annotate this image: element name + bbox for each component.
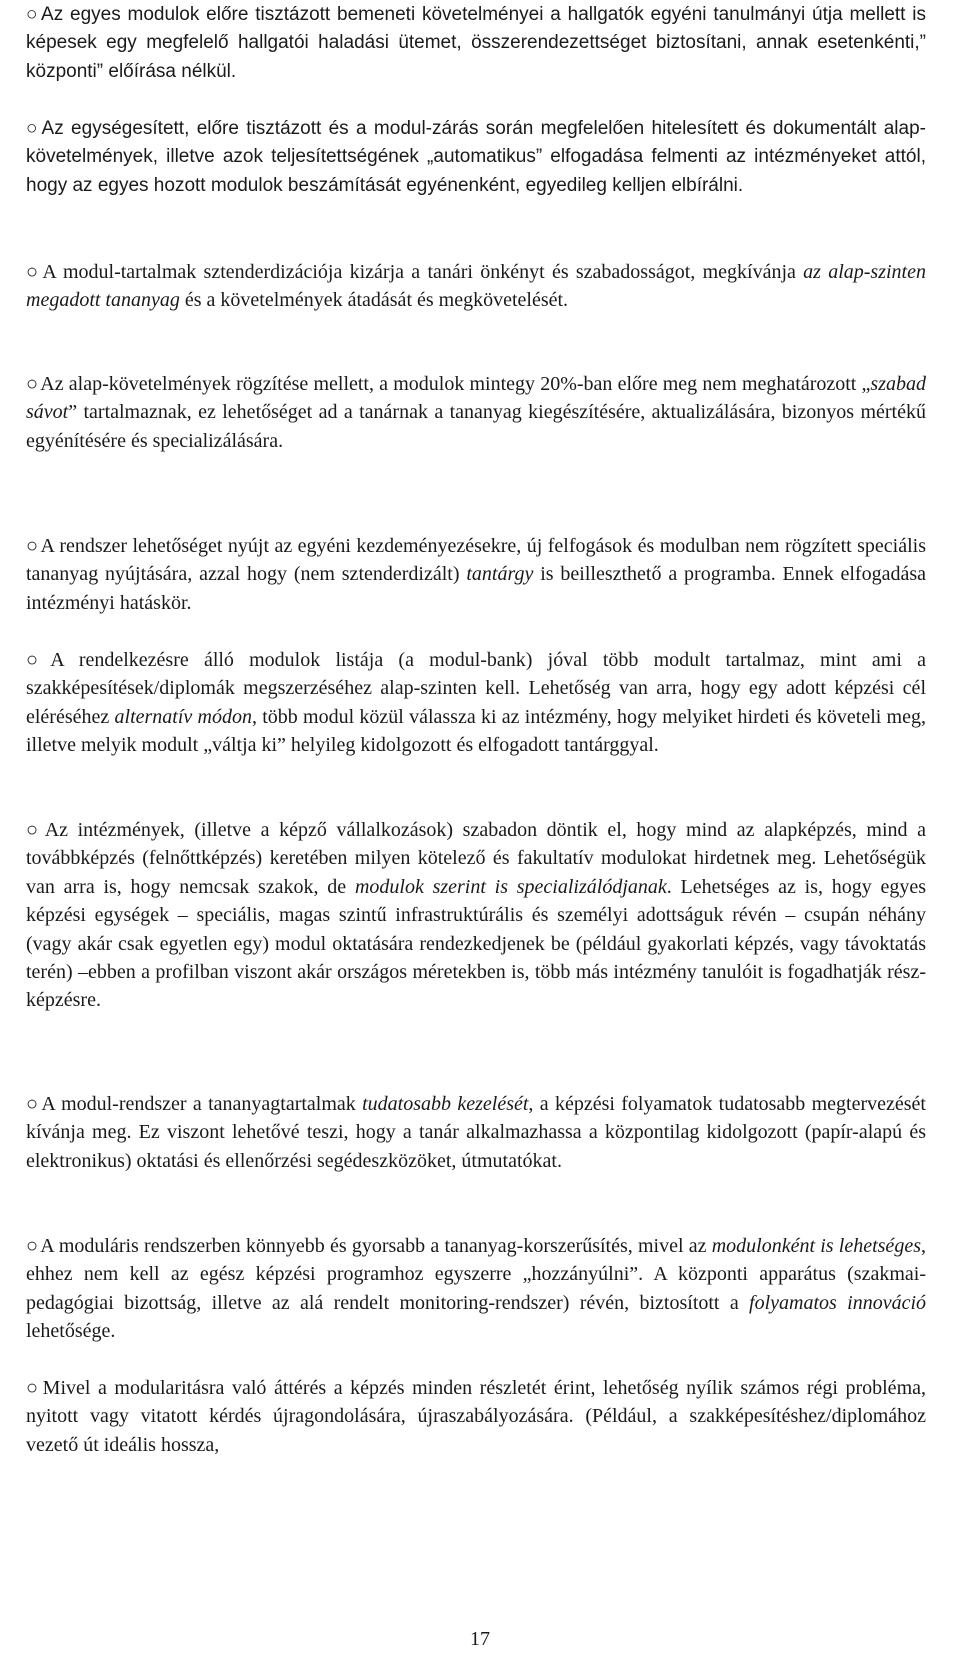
paragraph-text: Az intézmények, (illetve a képző vállalkozások) szabadon döntik el, hogy mind az alapképzés, mind a továbbképzés (felnőttképzés) keretében milyen kötelező és fakultatív modulokat hirdetnek meg. Lehetőségük van arra is, hogy nemcsak szakok, de [26,819,926,898]
bullet-circle-icon: ○ [26,261,41,283]
bullet-circle-icon: ○ [26,535,39,557]
bullet-circle-icon: ○ [26,819,43,841]
paragraph-text: A modul-tartalmak sztenderdizációja kizárja a tanári önkényt és szabadosságot, megkívánja [42,261,804,283]
italic-text: folyamatos innováció [749,1291,926,1314]
paragraph-text: Az egységesített, előre tisztázott és a modul-zárás során megfelelően hitelesített és dokumentált alap-követelmények, illetve azok teljesítettségének „automatikus” elfogadása felmenti az intézményeket attól, hogy az egyes hozott modulok beszámítását egyénenként, egyedileg kelljen elbírálni. [26,118,926,196]
italic-text: modulok szerint is specializálódjanak [354,875,667,898]
paragraph-text: , ehhez nem kell az egész képzési programhoz egyszerre „hozzányúlni”. A központi apparátus (szakmai-pedagógiai bizottság, illetve az alá rendelt monitoring-rendszer) révén, biztosított a [26,1235,926,1314]
paragraph-2 [26,115,926,200]
paragraph-text: , a képzési folyamatok tudatosabb megtervezését kívánja meg. Ez viszont lehetővé teszi, hogy a tanár alkalmazhassa a központilag kidolgozott (papír-alapú és elektronikus) oktatási és ellenőrzési segédeszközöket, útmutatókat. [26,1093,926,1172]
bullet-circle-icon: ○ [26,1093,40,1115]
paragraph-text: A modul-rendszer a tananyagtartalmak [41,1093,363,1115]
italic-text: tantárgy [466,563,534,586]
paragraph-text: és a követelmények átadását és megkövetelését. [179,289,569,312]
bullet-circle-icon: ○ [26,373,39,395]
paragraph-1 [26,1,926,86]
paragraph-9 [26,1232,926,1346]
bullet-circle-icon: ○ [26,4,40,25]
paragraph-text: A rendelkezésre álló modulok listája (a modul-bank) jóval több modult tartalmaz, mint ami a szakképesítések/diplomák megszerzéséhez alap-szinten kell. Lehetőség van arra, hogy egy adott képzési cél eléréséhez [26,649,926,728]
paragraph-text: Az alap-követelmények rögzítése mellett, a modulok mintegy 20%-ban előre meg nem meghatározott „ [40,373,871,395]
paragraph-8 [26,1090,926,1175]
paragraph-text: A rendszer lehetőséget nyújt az egyéni kezdeményezésekre, új felfogások és modulban nem rögzített speciális tananyag nyújtására, azzal hogy (nem sztenderdizált) [26,535,926,586]
paragraph-text: lehetősége. [26,1320,116,1343]
paragraph-3 [26,258,926,315]
paragraph-text: ” tartalmaznak, ez lehetőséget ad a tanárnak a tananyag kiegészítésére, aktualizálására, bizonyos mértékű egyénítésére és specializálására. [26,401,926,452]
italic-text: alternatív módon [114,705,252,728]
paragraph-4 [26,370,926,455]
paragraph-text: , több modul közül válassza ki az intézmény, hogy melyiket hirdeti és követeli meg, illetve melyik modult „váltja ki” helyileg kidolgozott és elfogadott tantárggyal. [26,705,926,757]
italic-text: szabad sávot [26,373,926,424]
paragraph-7 [26,816,926,1015]
paragraph-text: is beilleszthető a programba. Ennek elfogadása intézményi hatáskör. [26,563,926,614]
paragraph-text: . Lehetséges az is, hogy egyes képzési egységek – speciális, magas szintű infrastruktúrális és személyi adottságuk révén – csupán néhány (vagy akár csak egyetlen egy) modul oktatására rendezkedjenek be (például gyakorlati képzés, vagy távoktatás terén) –ebben a profilban viszont akár országos méretekben is, több más intézmény tanulóit is fogadhatják rész-képzésre. [26,875,926,1012]
paragraph-text: Az egyes modulok előre tisztázott bemeneti követelményei a hallgatók egyéni tanulmányi útja mellett is képesek egy megfelelő hallgatói haladási ütemet, összerendezettséget biztosítani, annak esetenkénti,” központi” előírása nélkül. [26,4,926,82]
bullet-circle-icon: ○ [26,649,49,671]
page-number: 17 [470,1628,490,1650]
bullet-circle-icon: ○ [26,118,40,139]
paragraph-5 [26,532,926,617]
bullet-circle-icon: ○ [26,1377,41,1399]
italic-text: tudatosabb kezelését [362,1093,529,1115]
paragraph-10 [26,1374,926,1459]
paragraph-text: A moduláris rendszerben könnyebb és gyorsabb a tananyag-korszerűsítés, mivel az [40,1235,712,1257]
italic-text: az alap-szinten megadott tananyag [26,261,926,312]
italic-text: modulonként is lehetséges [711,1235,921,1257]
paragraph-text: Mivel a modularitásra való áttérés a képzés minden részletét érint, lehetőség nyílik számos régi probléma, nyitott vagy vitatott kérdés újragondolására, újraszabályozására. (Például, a szakképesítéshez/diplomához vezető út ideális hossza, [26,1377,926,1456]
bullet-circle-icon: ○ [26,1235,39,1257]
paragraph-6 [26,646,926,760]
